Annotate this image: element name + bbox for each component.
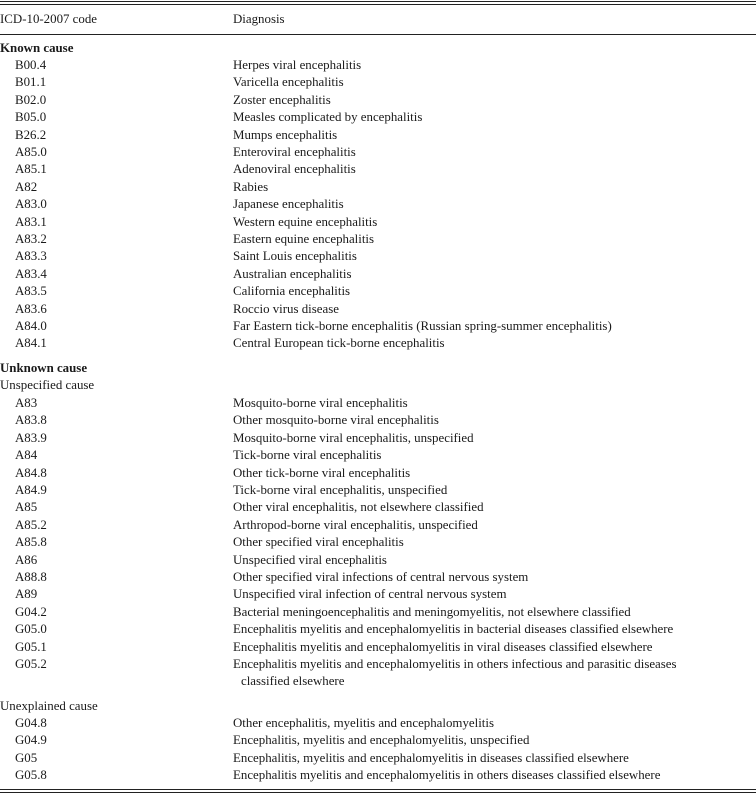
icd-code: A85.2 <box>15 517 47 532</box>
diagnosis: Far Eastern tick-borne encephalitis (Russian spring-summer encephalitis) <box>233 319 612 333</box>
diagnosis: Encephalitis myelitis and encephalomyelitis in others infectious and parasitic diseases <box>233 657 677 671</box>
icd-code: A83 <box>15 396 38 410</box>
icd-code: G05.1 <box>15 639 47 654</box>
diagnosis: Herpes viral encephalitis <box>233 58 362 72</box>
icd-code: A83.2 <box>15 232 47 246</box>
icd-code: G04.8 <box>15 716 47 730</box>
icd-code: G05 <box>15 750 38 765</box>
header-diagnosis: Diagnosis <box>233 12 285 26</box>
diagnosis: Encephalitis myelitis and encephalomyelitis in others diseases classified elsewhere <box>233 768 661 783</box>
icd-code: A82 <box>15 179 38 194</box>
diagnosis: Measles complicated by encephalitis <box>233 110 423 125</box>
table-bottom-rule <box>0 789 756 790</box>
diagnosis: Encephalitis myelitis and encephalomyelitis in viral diseases classified elsewhere <box>233 639 653 654</box>
icd-code: A83.9 <box>15 430 47 445</box>
icd-code: A85.1 <box>15 162 47 177</box>
diagnosis: California encephalitis <box>233 284 351 299</box>
diagnosis: Eastern equine encephalitis <box>233 232 375 246</box>
diagnosis-continuation: classified elsewhere <box>241 674 345 689</box>
icd-code: A83.1 <box>15 214 47 229</box>
icd-code: A85.8 <box>15 535 47 550</box>
icd-code: A83.8 <box>15 413 47 428</box>
icd-code: G04.2 <box>15 604 47 619</box>
table-top-rule <box>0 1 756 2</box>
icd-code: A88.8 <box>15 570 47 584</box>
diagnosis: Central European tick-borne encephalitis <box>233 336 445 351</box>
icd-code: A86 <box>15 552 38 567</box>
icd-code: A85.0 <box>15 145 47 159</box>
icd-code: B01.1 <box>15 75 47 90</box>
diagnosis: Zoster encephalitis <box>233 92 331 107</box>
icd-code: G05.8 <box>15 768 47 783</box>
subsection-title: Unexplained cause <box>0 699 98 713</box>
diagnosis: Varicella encephalitis <box>233 75 344 90</box>
icd-code: B00.4 <box>15 58 47 72</box>
table-top-rule-inner <box>0 4 756 5</box>
diagnosis: Other specified viral encephalitis <box>233 535 404 550</box>
icd-code: A84.0 <box>15 319 47 333</box>
diagnosis: Other encephalitis, myelitis and encephalomyelitis <box>233 716 494 730</box>
icd-code: A83.5 <box>15 284 47 299</box>
icd-code: G05.0 <box>15 622 47 637</box>
diagnosis: Tick-borne viral encephalitis, unspecified <box>233 483 448 497</box>
icd-code: A83.6 <box>15 301 47 316</box>
icd-code: G05.2 <box>15 657 47 671</box>
diagnosis: Western equine encephalitis <box>233 214 378 229</box>
header-rule <box>0 34 756 35</box>
diagnosis: Unspecified viral infection of central nervous system <box>233 587 507 602</box>
section-title: Known cause <box>0 41 74 55</box>
icd-code: B05.0 <box>15 110 47 125</box>
icd-code: A84.8 <box>15 465 47 480</box>
icd-code: A83.3 <box>15 249 47 264</box>
icd-code: A83.0 <box>15 197 47 212</box>
diagnosis: Tick-borne viral encephalitis <box>233 448 382 463</box>
icd-code: G04.9 <box>15 733 47 748</box>
diagnosis: Mumps encephalitis <box>233 127 338 142</box>
diagnosis: Bacterial meningoencephalitis and meningomyelitis, not elsewhere classified <box>233 604 631 619</box>
icd-code: A89 <box>15 587 38 602</box>
icd-code: A85 <box>15 500 38 515</box>
header-code: ICD-10-2007 code <box>0 12 98 26</box>
diagnosis: Encephalitis myelitis and encephalomyelitis in bacterial diseases classified elsewhere <box>233 622 674 637</box>
diagnosis: Encephalitis, myelitis and encephalomyelitis, unspecified <box>233 733 530 748</box>
diagnosis: Saint Louis encephalitis <box>233 249 357 264</box>
diagnosis: Mosquito-borne viral encephalitis <box>233 396 408 410</box>
diagnosis: Enteroviral encephalitis <box>233 145 356 159</box>
icd-code: A84.1 <box>15 336 47 351</box>
icd-code: A83.4 <box>15 266 47 281</box>
diagnosis: Unspecified viral encephalitis <box>233 552 387 567</box>
diagnosis: Arthropod-borne viral encephalitis, unspecified <box>233 517 478 532</box>
diagnosis: Other mosquito-borne viral encephalitis <box>233 413 439 428</box>
diagnosis: Other viral encephalitis, not elsewhere classified <box>233 500 484 515</box>
diagnosis: Rabies <box>233 179 269 194</box>
icd-code: A84 <box>15 448 38 463</box>
diagnosis: Roccio virus disease <box>233 301 339 316</box>
diagnosis: Other tick-borne viral encephalitis <box>233 465 411 480</box>
diagnosis: Australian encephalitis <box>233 266 352 281</box>
diagnosis: Japanese encephalitis <box>233 197 344 212</box>
diagnosis: Mosquito-borne viral encephalitis, unspecified <box>233 430 474 445</box>
diagnosis: Encephalitis, myelitis and encephalomyelitis in diseases classified elsewhere <box>233 750 629 765</box>
table-bottom-rule-inner <box>0 792 756 793</box>
subsection-title: Unspecified cause <box>0 378 95 392</box>
diagnosis: Adenoviral encephalitis <box>233 162 356 177</box>
section-title: Unknown cause <box>0 361 88 375</box>
icd-code: A84.9 <box>15 483 47 497</box>
icd-code: B26.2 <box>15 127 47 142</box>
icd-code: B02.0 <box>15 92 47 107</box>
diagnosis: Other specified viral infections of central nervous system <box>233 570 529 584</box>
